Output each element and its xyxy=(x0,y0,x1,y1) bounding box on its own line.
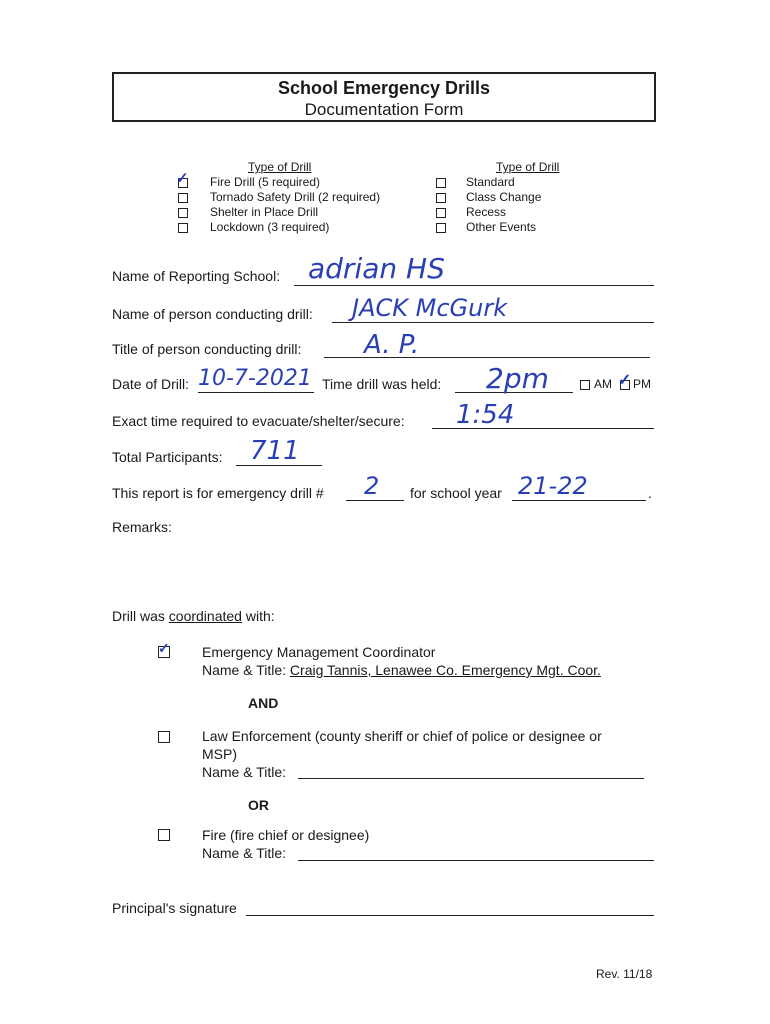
report-end: . xyxy=(648,485,652,501)
drill-type-item: Recess xyxy=(466,205,507,219)
person-value[interactable]: JACK McGurk xyxy=(352,294,508,322)
checkbox-lockdown-drill[interactable] xyxy=(178,223,188,233)
drill-type-item: Lockdown (3 required) xyxy=(210,220,330,234)
fire-name-line xyxy=(298,860,654,861)
time-value[interactable]: 2pm xyxy=(486,362,549,395)
report-label-a: This report is for emergency drill # xyxy=(112,485,324,501)
checkbox-law-enforcement[interactable] xyxy=(158,731,170,743)
form-subtitle: Documentation Form xyxy=(304,100,464,119)
emc-title: Emergency Management Coordinator xyxy=(202,644,436,660)
drill-types-right-heading: Type of Drill xyxy=(496,160,560,174)
coordination-intro xyxy=(112,608,275,624)
drill-type-item: Fire Drill (5 required) xyxy=(210,175,321,189)
date-value[interactable]: 10-7-2021 xyxy=(198,366,312,391)
coordination-intro-c: with: xyxy=(241,608,275,624)
drill-type-item: Tornado Safety Drill (2 required) xyxy=(210,190,381,204)
checkbox-shelter-drill[interactable] xyxy=(178,208,188,218)
person-line xyxy=(332,322,654,323)
evac-value[interactable]: 1:54 xyxy=(456,400,515,430)
law-title-2: MSP) xyxy=(202,746,237,762)
report-drill-line xyxy=(346,500,404,501)
evac-label: Exact time required to evacuate/shelter/secure: xyxy=(112,413,405,429)
checkbox-am[interactable] xyxy=(580,380,590,390)
form-title: School Emergency Drills xyxy=(277,78,491,98)
date-line xyxy=(198,392,314,393)
form-title-box xyxy=(112,72,656,122)
remarks-label: Remarks: xyxy=(112,519,172,535)
school-label: Name of Reporting School: xyxy=(112,268,281,284)
checkbox-tornado-drill[interactable] xyxy=(178,193,188,203)
check-mark-icon: ✓ xyxy=(176,170,189,187)
emc-name-row xyxy=(202,662,601,678)
fire-title: Fire (fire chief or designee) xyxy=(202,827,370,843)
law-name-line xyxy=(298,778,644,779)
report-label-b: for school year xyxy=(410,485,502,501)
law-name-label: Name & Title: xyxy=(202,764,287,780)
emc-name-value: Craig Tannis, Lenawee Co. Emergency Mgt. Coor. xyxy=(289,662,601,678)
am-label: AM xyxy=(594,377,612,391)
checkbox-standard[interactable] xyxy=(436,178,446,188)
emc-name-label: Name & Title: xyxy=(202,662,290,678)
and-label: AND xyxy=(248,695,279,711)
title-label: Title of person conducting drill: xyxy=(112,341,302,357)
coordination-intro-a: Drill was xyxy=(112,608,169,624)
fire-name-label: Name & Title: xyxy=(202,845,287,861)
drill-types-left xyxy=(210,160,380,235)
signature-line xyxy=(246,915,654,916)
signature-label: Principal's signature xyxy=(112,900,237,916)
report-year-line xyxy=(512,500,646,501)
report-year-value[interactable]: 21-22 xyxy=(518,472,588,500)
checkbox-other-events[interactable] xyxy=(436,223,446,233)
coordination-intro-b: coordinated xyxy=(168,608,242,624)
person-label: Name of person conducting drill: xyxy=(112,306,313,322)
checkbox-fire[interactable] xyxy=(158,829,170,841)
or-label: OR xyxy=(248,797,269,813)
pm-label: PM xyxy=(633,377,651,391)
revision-label: Rev. 11/18 xyxy=(596,967,653,981)
drill-types-right xyxy=(466,160,559,235)
school-line xyxy=(294,285,654,286)
check-mark-icon: ✓ xyxy=(618,372,632,389)
drill-type-item: Other Events xyxy=(466,220,537,234)
drill-type-item: Standard xyxy=(466,175,515,189)
check-mark-icon: ✓ xyxy=(158,640,170,656)
checkbox-class-change[interactable] xyxy=(436,193,446,203)
participants-label: Total Participants: xyxy=(112,449,223,465)
law-title-1: Law Enforcement (county sheriff or chief of police or designee or xyxy=(202,728,602,744)
report-drill-value[interactable]: 2 xyxy=(364,472,380,500)
date-label: Date of Drill: xyxy=(112,376,190,392)
school-value[interactable]: adrian HS xyxy=(308,252,445,285)
drill-type-item: Shelter in Place Drill xyxy=(210,205,319,219)
title-value[interactable]: A. P. xyxy=(364,330,420,360)
time-label: Time drill was held: xyxy=(322,376,442,392)
participants-value[interactable]: 711 xyxy=(250,436,300,466)
drill-type-item: Class Change xyxy=(466,190,542,204)
drill-types-left-heading: Type of Drill xyxy=(248,160,312,174)
checkbox-recess[interactable] xyxy=(436,208,446,218)
